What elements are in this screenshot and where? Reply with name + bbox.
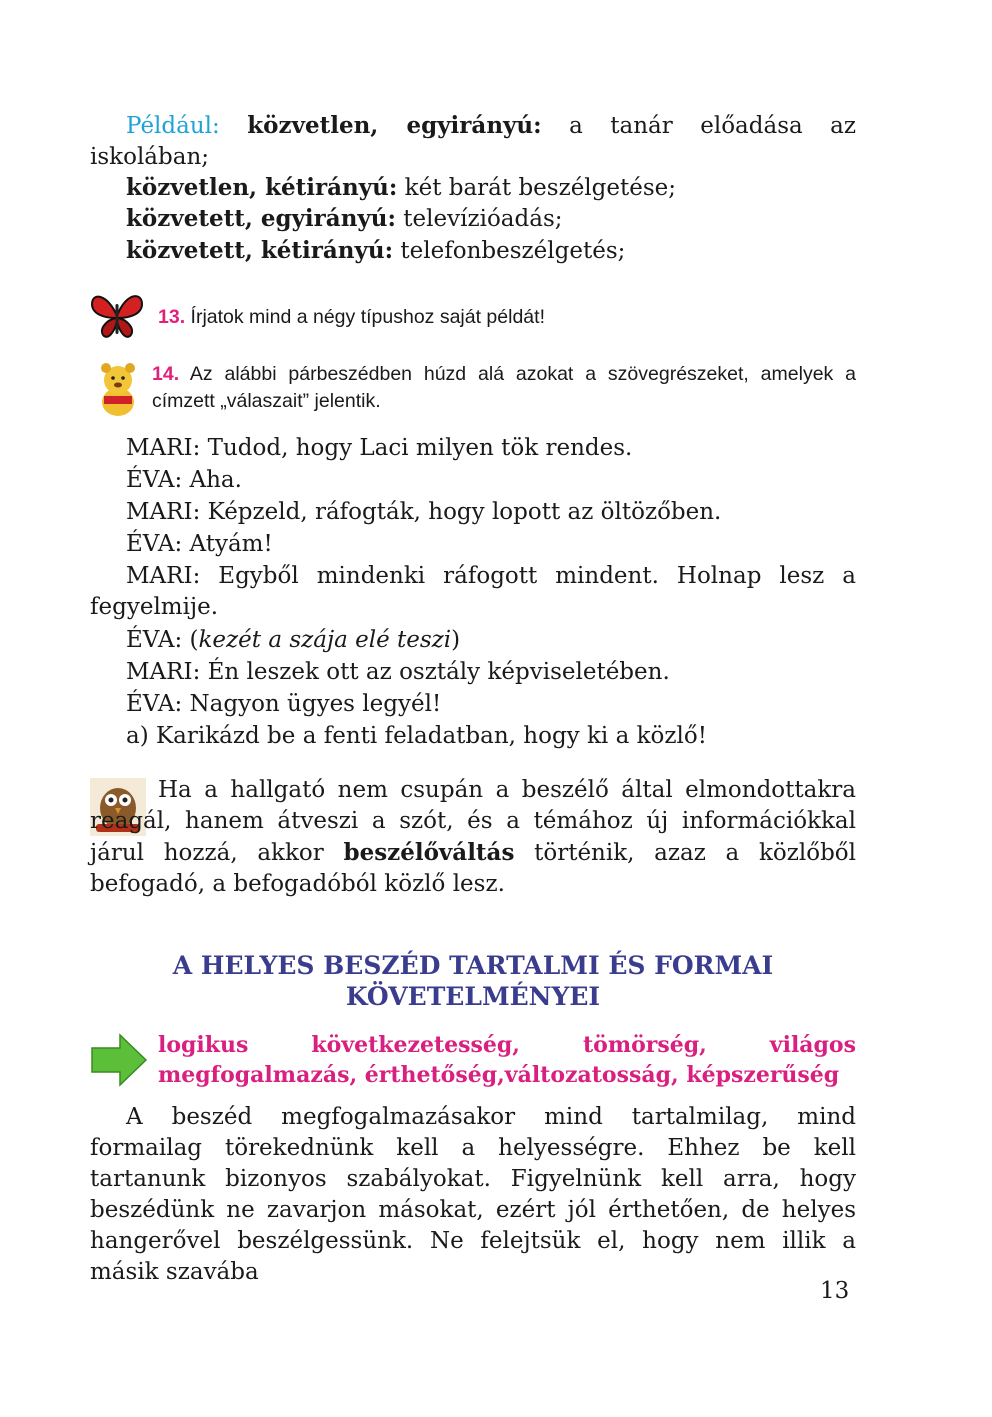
keywords: logikus következetesség, tömörség, világos megfogalmazás, érthetőség,változatosság, képszerűség	[158, 1032, 856, 1088]
dialogue-line-8: ÉVA: Nagyon ügyes legyél!	[126, 691, 442, 717]
dialogue-line-7: MARI: Én leszek ott az osztály képviseletében.	[126, 659, 670, 685]
type-2-line	[126, 172, 676, 204]
dialogue-line-6	[126, 625, 460, 656]
arrow-right-icon	[90, 1032, 148, 1088]
body-paragraph: A beszéd megfogalmazásakor mind tartalmilag, mind formailag törekednünk kell a helyességre. Ehhez be kell tartanunk bizonyos szabályokat. Figyelnünk kell arra, hogy beszédünk ne zavarjon másokat, ezért jól érthetően, de helyes hangerővel beszélgessünk. Ne felejtsük el, hogy nem illik a másik szavába	[90, 1104, 856, 1285]
type-4-label: közvetett, kétirányú:	[126, 237, 394, 264]
bear-icon	[90, 360, 146, 418]
task-14	[152, 361, 856, 415]
type-3-label: közvetett, egyirányú:	[126, 205, 396, 232]
task-14-number: 14.	[152, 363, 180, 385]
info-text-end: történik, azaz a közlőből befogadó, a befogadóból közlő lesz.	[90, 840, 856, 897]
intro-paragraph	[90, 110, 856, 173]
task-13-number: 13.	[158, 306, 186, 328]
type-3-example: televízióadás;	[396, 206, 563, 232]
dialogue-line-4: ÉVA: Atyám!	[126, 531, 273, 557]
type-1-label: közvetlen, egyirányú:	[247, 112, 542, 139]
section-heading-line-2: KÖVETELMÉNYEI	[345, 982, 601, 1011]
section-heading-line-1: A HELYES BESZÉD TARTALMI ÉS FORMAI	[172, 951, 774, 980]
task-13-text: Írjatok mind a négy típushoz saját példát!	[185, 306, 545, 328]
task-14a: a) Karikázd be a fenti feladatban, hogy ki a közlő!	[126, 723, 707, 749]
butterfly-icon	[88, 286, 146, 344]
info-text-start: Ha a hallgató nem csupán a beszélő által elmondottakra reagál, hanem átveszi a szót, és a témához új információkkal járul hozzá, akkor	[90, 777, 856, 866]
intro-lead: Például:	[126, 113, 220, 139]
type-4-example: telefonbeszélgetés;	[393, 238, 626, 264]
type-1-example: a tanár előadása az iskolában;	[90, 113, 857, 170]
dialogue-line-2: ÉVA: Aha.	[126, 467, 242, 493]
type-3-line	[126, 203, 563, 235]
info-paragraph	[90, 775, 856, 900]
page-number: 13	[820, 1278, 850, 1304]
dialogue-line-3: MARI: Képzeld, ráfogták, hogy lopott az öltözőben.	[126, 499, 722, 525]
dialogue-line-1: MARI: Tudod, hogy Laci milyen tök rendes.	[126, 435, 633, 461]
type-2-label: közvetlen, kétirányú:	[126, 174, 398, 201]
info-term: beszélőváltás	[343, 839, 515, 866]
section-heading	[90, 950, 856, 1012]
task-14-text: Az alábbi párbeszédben húzd alá azokat a szövegrészeket, amelyek a címzett „válaszait” jelentik.	[152, 363, 856, 412]
stage-direction: kezét a szája elé teszi	[198, 627, 452, 653]
dialogue-line-6-suffix: )	[451, 627, 461, 653]
task-13	[158, 304, 545, 331]
type-4-line	[126, 235, 625, 267]
dialogue-line-6-prefix: ÉVA: (	[126, 627, 199, 653]
type-2-example: két barát beszélgetése;	[397, 175, 677, 201]
dialogue-line-5: MARI: Egyből mindenki ráfogott mindent. Holnap lesz a fegyelmije.	[90, 563, 856, 620]
